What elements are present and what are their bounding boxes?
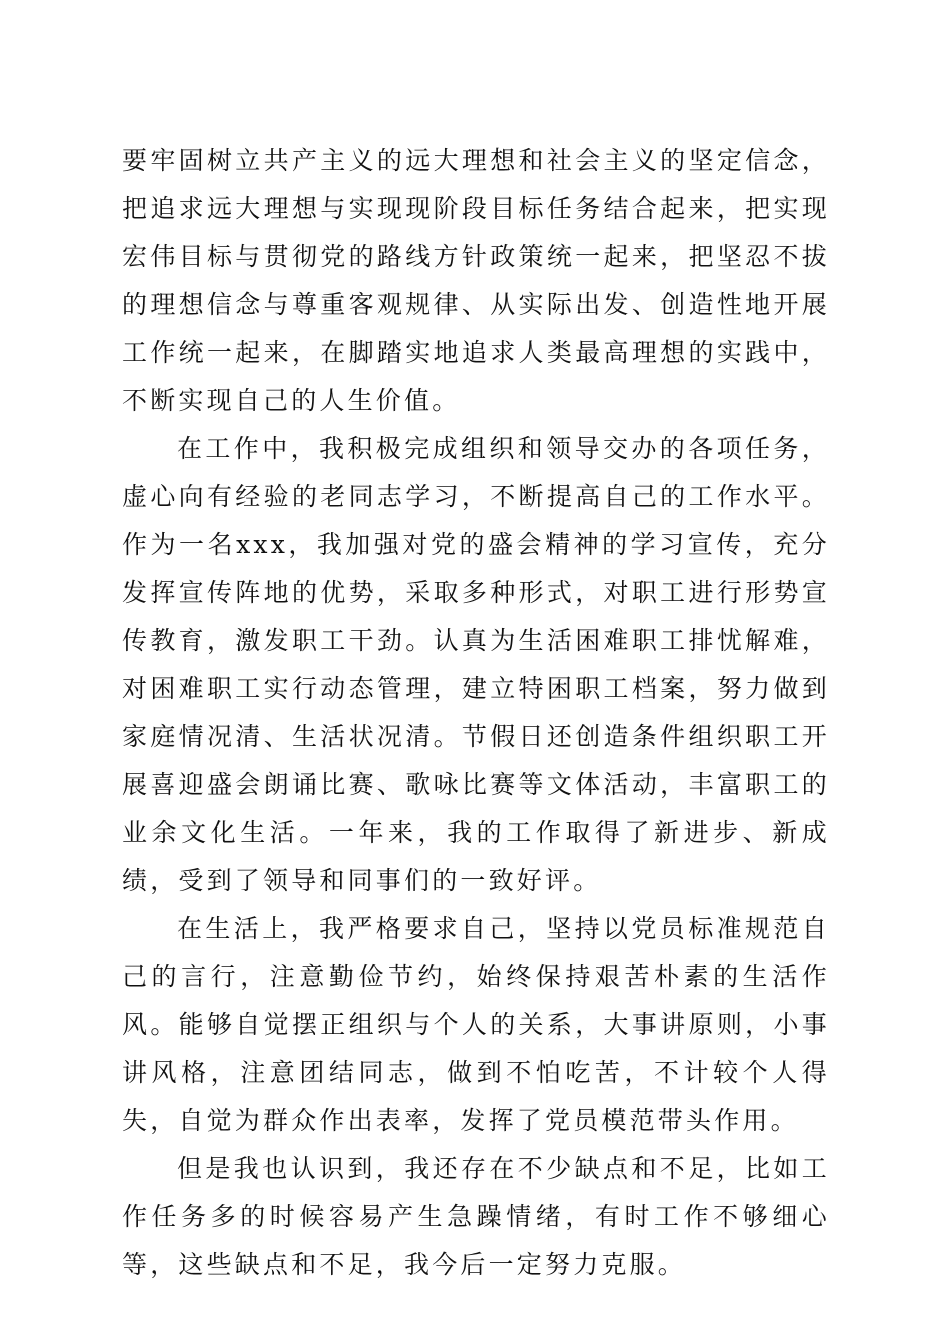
paragraph-work: 在工作中，我积极完成组织和领导交办的各项任务，虚心向有经验的老同志学习，不断提高自己的工作水平。作为一名xxx，我加强对党的盛会精神的学习宣传，充分发挥宣传阵地的优势，采取多种形式，对职工进行形势宣传教育，激发职工干劲。认真为生活困难职工排忧解难，对困难职工实行动态管理，建立特困职工档案，努力做到家庭情况清、生活状况清。节假日还创造条件组织职工开展喜迎盛会朗诵比赛、歌咏比赛等文体活动，丰富职工的业余文化生活。一年来，我的工作取得了新进步、新成绩，受到了领导和同事们的一致好评。 — [122, 434, 830, 895]
paragraph-shortcomings: 但是我也认识到，我还存在不少缺点和不足，比如工作任务多的时候容易产生急躁情绪，有时工作不够细心等，这些缺点和不足，我今后一定努力克服。 — [122, 1154, 830, 1279]
paragraph-life: 在生活上，我严格要求自己，坚持以党员标准规范自己的言行，注意勤俭节约，始终保持艰苦朴素的生活作风。能够自觉摆正组织与个人的关系，大事讲原则，小事讲风格，注意团结同志，做到不怕吃苦，不计较个人得失，自觉为群众作出表率，发挥了党员模范带头作用。 — [122, 914, 830, 1135]
paragraph-ideals: 要牢固树立共产主义的远大理想和社会主义的坚定信念，把追求远大理想与实现现阶段目标任务结合起来，把实现宏伟目标与贯彻党的路线方针政策统一起来，把坚忍不拔的理想信念与尊重客观规律、从实际出发、创造性地开展工作统一起来，在脚踏实地追求人类最高理想的实践中，不断实现自己的人生价值。 — [122, 146, 830, 415]
document-body — [122, 137, 830, 1289]
